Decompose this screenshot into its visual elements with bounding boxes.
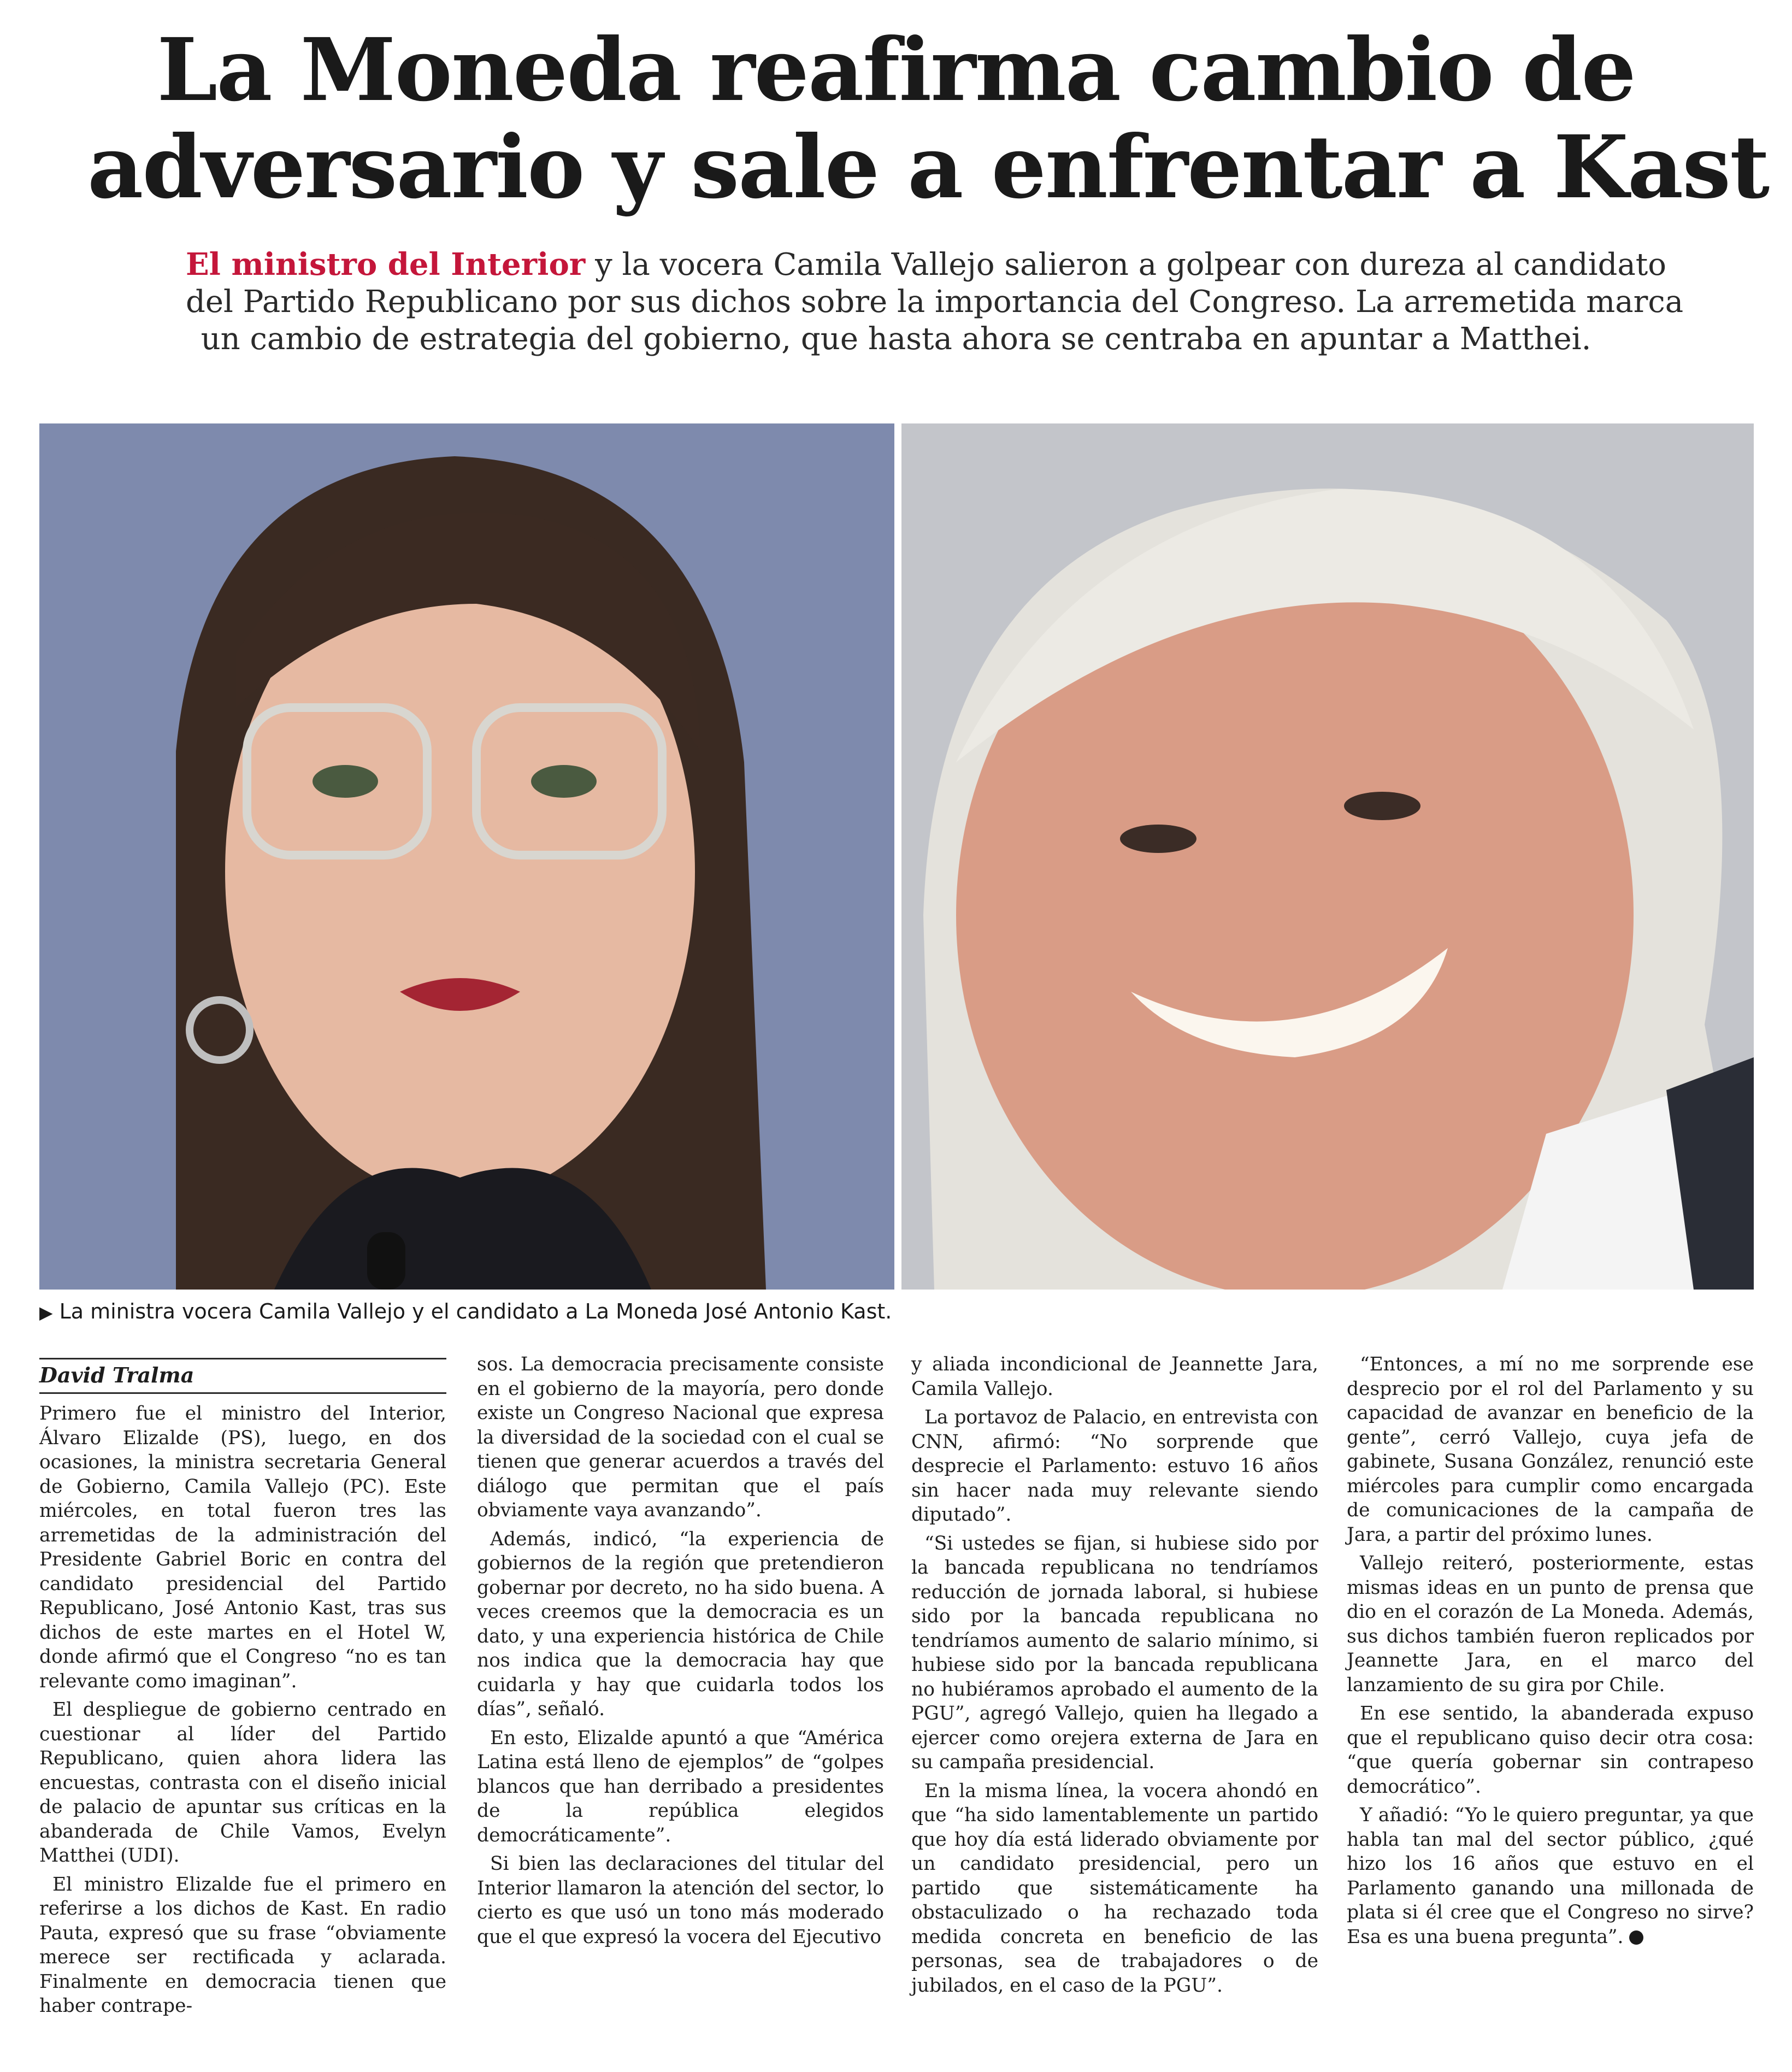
article-column-2 (477, 1352, 884, 1953)
caption-text: La ministra vocera Camila Vallejo y el candidato a La Moneda José Antonio Kast. (59, 1299, 892, 1323)
paragraph: El ministro Elizalde fue el primero en referirse a los dichos de Kast. En radio Pauta, expresó que su frase “obviamente merece ser rectificada y aclarada. Finalmente en democracia tienen que haber contrape- (39, 1873, 446, 2017)
paragraph-last-text: Y añadió: “Yo le quiero preguntar, ya que habla tan mal del sector público, ¿qué hizo los 16 años que estuvo en el Parlamento ganando una millonada de plata si él cree que el Congreso no sirve? Esa es una buena pregunta”. (1347, 1804, 1754, 1948)
article-column-3 (911, 1352, 1318, 2002)
paragraph: Primero fue el ministro del Interior, Álvaro Elizalde (PS), luego, en dos ocasiones, la ministra secretaria General de Gobierno, Camila Vallejo (PC). Este miércoles, en total fueron tres las arremetidas de la administración del Presidente Gabriel Boric en contra del candidato presidencial del Partido Republicano, José Antonio Kast, tras sus dichos de este martes en el Hotel W, donde afirmó que el Congreso “no es tan relevante como imaginan”. (39, 1403, 446, 1692)
photo-jose-antonio-kast (901, 423, 1754, 1290)
headline-line-2: adversario y sale a enfrentar a Kast (87, 117, 1769, 218)
paragraph-last (1347, 1803, 1754, 1949)
article-column-1 (39, 1402, 446, 2023)
deck-line-1 (186, 246, 1666, 284)
photo-caption (39, 1298, 1755, 1326)
end-of-article-icon (1629, 1930, 1643, 1945)
deck-line-1-rest: y la vocera Camila Vallejo salieron a golpear con dureza al candidato (585, 247, 1666, 282)
caption-arrow-icon: ▶ (39, 1302, 53, 1323)
paragraph: y aliada incondicional de Jeannette Jara, Camila Vallejo. (911, 1353, 1318, 1400)
paragraph: La portavoz de Palacio, en entrevista con CNN, afirmó: “No sorprende que desprecie el Parlamento: estuvo 16 años sin hacer nada muy relevante siendo diputado”. (911, 1406, 1318, 1526)
paragraph: En la misma línea, la vocera ahondó en que “ha sido lamentablemente un partido que hoy día está liderado obviamente por un candidato presidencial, pero un partido que sistemáticamente ha obstaculizado o ha rechazado toda medida concreta en beneficio de las personas, sea de trabajadores o de jubilados, en el caso de la PGU”. (911, 1780, 1318, 1997)
paragraph: Vallejo reiteró, posteriormente, estas mismas ideas en un punto de prensa que dio en el corazón de La Moneda. Además, sus dichos también fueron replicados por Jeannette Jara, en el marco del lanzamiento de su gira por Chile. (1347, 1552, 1754, 1696)
headline (87, 20, 1769, 218)
deck-line-2: del Partido Republicano por sus dichos sobre la importancia del Congreso. La arremetida marca (186, 284, 1684, 320)
deck (186, 246, 1684, 358)
photo-right-illustration (901, 423, 1754, 1290)
paragraph: En esto, Elizalde apuntó a que “América Latina está lleno de ejemplos” de “golpes blancos que han derribado a presidentes de la república elegidos democráticamente”. (477, 1727, 884, 1846)
paragraph: “Si ustedes se fijan, si hubiese sido por la bancada republicana no tendríamos reducción de jornada laboral, si hubiese sido por la bancada republicana no tendríamos aumento de salario mínimo, si hubiese sido por la bancada republicana no hubiéramos aprobado el aumento de la PGU”, agregó Vallejo, quien ha llegado a ejercer como orejera externa de Jara en su campaña presidencial. (911, 1532, 1318, 1773)
byline: David Tralma (39, 1358, 446, 1394)
photo-camila-vallejo (39, 423, 894, 1290)
deck-lead: El ministro del Interior (186, 246, 586, 282)
paragraph: El despliegue de gobierno centrado en cuestionar al líder del Partido Republicano, quien ahora lidera las encuestas, contrasta con el diseño inicial de palacio de apuntar sus críticas en la abanderada de Chile Vamos, Evelyn Matthei (UDI). (39, 1699, 446, 1867)
paragraph: “Entonces, a mí no me sorprende ese desprecio por el rol del Parlamento y su capacidad de avanzar en beneficio de la gente”, cerró Vallejo, cuya jefa de gabinete, Susana González, renunció este miércoles para cumplir como encargada de comunicaciones de la campaña de Jara, a partir del próximo lunes. (1347, 1353, 1754, 1546)
photo-left-illustration (39, 423, 894, 1290)
paragraph: Si bien las declaraciones del titular del Interior llamaron la atención del sector, lo cierto es que usó un tono más moderado que el que expresó la vocera del Ejecutivo (477, 1853, 884, 1948)
paragraph: Además, indicó, “la experiencia de gobiernos de la región que pretendieron gobernar por decreto, no ha sido buena. A veces creemos que la democracia es un dato, y una experiencia histórica de Chile nos indica que la democracia hay que cuidarla y hay que cuidarla todos los días”, señaló. (477, 1528, 884, 1720)
deck-line-3: un cambio de estrategia del gobierno, que hasta ahora se centraba en apuntar a Matthei. (201, 321, 1591, 357)
paragraph: sos. La democracia precisamente consiste en el gobierno de la mayoría, pero donde existe un Congreso Nacional que expresa la diversidad de la sociedad con el cual se tienen que generar acuerdos a través del diálogo que permitan que el país obviamente vaya avanzando”. (477, 1353, 884, 1521)
headline-line-1: La Moneda reafirma cambio de (157, 20, 1635, 121)
paragraph: En ese sentido, la abanderada expuso que el republicano quiso decir otra cosa: “que quería gobernar sin contrapeso democrático”. (1347, 1703, 1754, 1798)
article-column-4 (1347, 1352, 1754, 1953)
